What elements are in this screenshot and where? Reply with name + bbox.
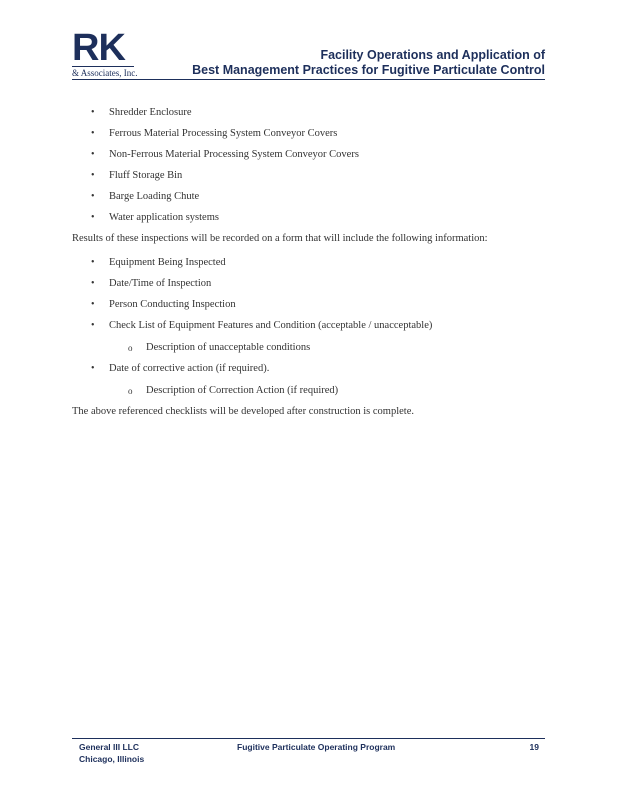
list-item: • Equipment Being Inspected [72,256,545,277]
sub-list-item: o Description of unacceptable conditions [109,341,545,355]
sub-list [109,341,545,355]
sub-list-item: o Description of Correction Action (if required) [109,384,545,398]
closing-paragraph: The above referenced checklists will be developed after construction is complete. [72,406,414,417]
list-item: • Person Conducting Inspection [72,298,545,319]
document-header-title [192,48,545,78]
sub-list [109,384,545,398]
list-item [72,319,545,362]
list-item: • Non-Ferrous Material Processing System Conveyor Covers [72,148,545,169]
results-paragraph: Results of these inspections will be recorded on a form that will include the following information: [72,233,488,244]
footer-city: Chicago, Illinois [79,754,145,764]
footer-company-block [79,741,144,765]
list-item-text: Check List of Equipment Features and Condition (acceptable / unacceptable) [109,320,433,331]
company-logo [72,27,138,78]
list-item-text: Date of corrective action (if required). [109,363,270,374]
footer-program: Fugitive Particulate Operating Program [237,742,396,752]
list-item: • Fluff Storage Bin [72,169,545,190]
inspection-items-list [72,106,545,232]
list-item [72,362,545,405]
inspection-form-fields-list [72,256,545,405]
list-item: • Water application systems [72,211,545,232]
list-item: • Date/Time of Inspection [72,277,545,298]
page-number: 19 [529,742,539,752]
footer-company: General III LLC [79,742,139,752]
header-divider [72,79,545,80]
page-content [72,106,545,419]
footer-divider [72,738,545,739]
list-item: • Ferrous Material Processing System Conveyor Covers [72,127,545,148]
header-title-line-1: Facility Operations and Application of [320,48,545,62]
list-item: • Shredder Enclosure [72,106,545,127]
header-title-line-2: Best Management Practices for Fugitive Particulate Control [192,63,545,77]
logo-subtitle: & Associates, Inc. [72,68,138,78]
list-item: • Barge Loading Chute [72,190,545,211]
logo-mark: RK [72,27,125,69]
